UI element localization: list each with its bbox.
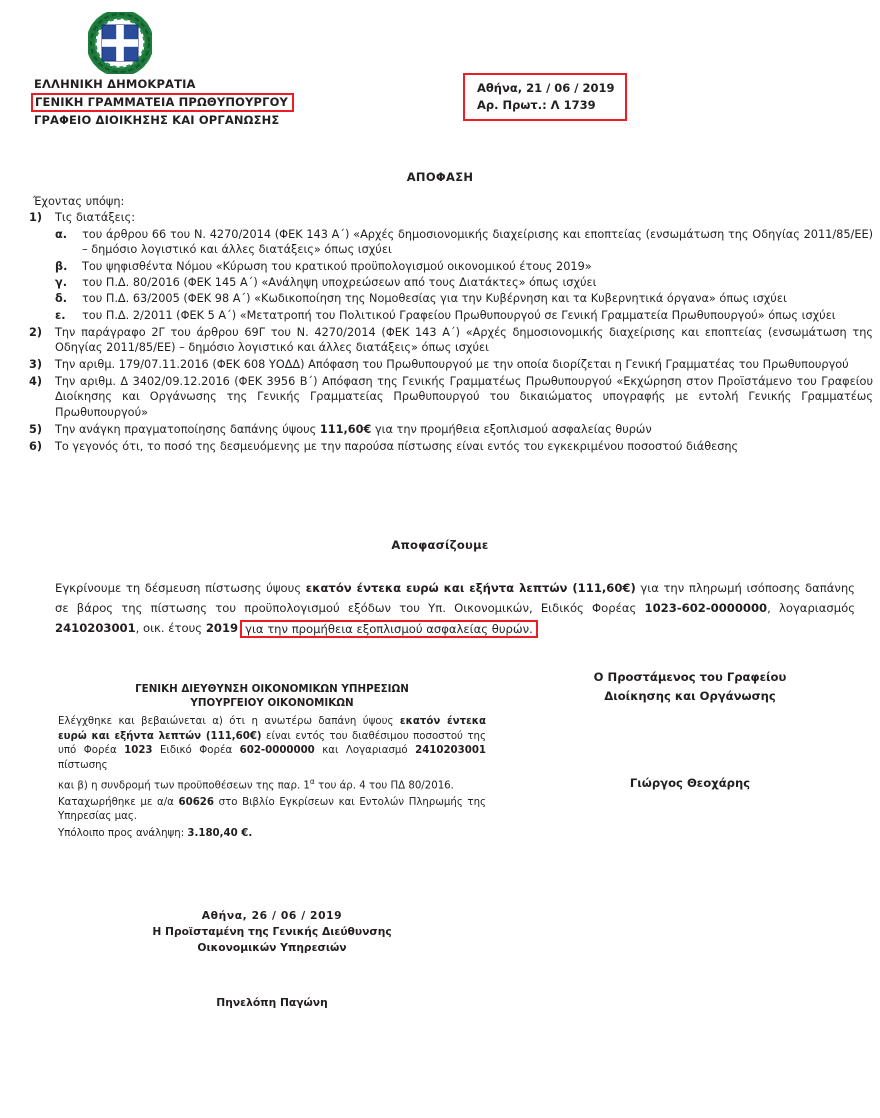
bottom-signature-block [58, 908, 486, 956]
certification-heading-line-2: ΥΠΟΥΡΓΕΙΟΥ ΟΙΚΟΝΟΜΙΚΩΝ [190, 697, 354, 709]
decision-amount-words: εκατόν έντεκα ευρώ και εξήντα λεπτών (111,60€) [305, 581, 636, 595]
preamble-subitem [55, 275, 873, 290]
certification-heading [58, 682, 486, 710]
place-and-date: Αθήνα, 21 / 06 / 2019 [477, 81, 615, 95]
right-signature-title-line-2: Διοίκησης και Οργάνωσης [604, 689, 776, 703]
preamble-block [27, 194, 873, 456]
decision-part-4: , οικ. έτους [135, 621, 206, 635]
cert-p3-registry-number: 60626 [178, 796, 214, 808]
cert-p2-b: του άρ. 4 του ΠΔ 80/2016. [314, 780, 454, 792]
decision-part-1: Εγκρίνουμε τη δέσμευση πίστωσης ύψους [55, 581, 306, 595]
sublist-item-marker: α. [55, 227, 68, 241]
cert-p1-e: πίστωσης [58, 759, 108, 771]
list-item-marker: 1) [29, 211, 43, 225]
list-item-marker: 2) [29, 325, 43, 339]
decision-paragraph [55, 578, 855, 638]
cert-p1-entity: 1023 [124, 745, 153, 756]
certification-heading-line-1: ΓΕΝΙΚΗ ΔΙΕΥΘΥΝΣΗ ΟΙΚΟΝΟΜΙΚΩΝ ΥΠΗΡΕΣΙΩΝ [135, 683, 409, 695]
bottom-signature-title-line-1: Η Προϊσταμένη της Γενικής Διεύθυνσης [152, 925, 392, 938]
cert-p2-superscript: α [309, 777, 315, 786]
preamble-sublist [55, 227, 873, 323]
cert-p2-a: και β) η συνδρομή των προϋποθέσεων της παρ. 1 [58, 780, 310, 792]
decision-account: 2410203001 [55, 621, 136, 635]
right-signature-name: Γιώργος Θεοχάρης [629, 776, 751, 790]
list-item-text: Την αριθμ. 179/07.11.2016 (ΦΕΚ 608 ΥΟΔΔ) Απόφαση του Πρωθυπουργού με την οποία διορίζεται η Γενική Γραμματέας του Πρωθυπουργού [55, 358, 849, 372]
list-item-text: του Π.Δ. 80/2016 (ΦΕΚ 145 Α΄) «Ανάληψη υποχρεώσεων από τους Διατάκτες» όπως ισχύει [82, 276, 597, 290]
emblem-svg [88, 12, 152, 74]
letterhead [34, 76, 294, 128]
preamble-item [27, 357, 873, 372]
right-signature-title [530, 668, 850, 706]
preamble-subitem [55, 308, 873, 323]
preamble-item [27, 422, 873, 437]
list-item-text: του Π.Δ. 63/2005 (ΦΕΚ 98 Α΄) «Κωδικοποίηση της Νομοθεσίας για την Κυβέρνηση και τα Κυβερνητικά όργανα» όπως ισχύει [82, 292, 787, 306]
certification-paragraph-4 [58, 827, 486, 842]
decision-title: ΑΠΟΦΑΣΗ [406, 170, 474, 184]
sublist-item-marker: γ. [55, 276, 67, 290]
list-item-marker: 4) [29, 374, 43, 388]
decision-special-entity: 1023-602-0000000 [644, 601, 768, 615]
certification-block [58, 682, 486, 841]
cert-p3-a: Καταχωρήθηκε με α/α [58, 796, 179, 808]
list-item-text: Την παράγραφο 2Γ του άρθρου 69Γ του Ν. 4270/2014 (ΦΕΚ 143 Α΄) «Αρχές δημοσιονομικής διαχείρισης και εποπτείας (ενσωμάτωση της Οδηγίας 2011/85/ΕΕ) – δημόσιο λογιστικό και άλλες διατάξεις» όπως ισχύει [55, 325, 873, 355]
cert-p1-b: είναι εντός του διαθέσιμου ποσοστού της υπό Φορέα [58, 730, 486, 756]
cert-p1-a: Ελέγχθηκε και βεβαιώνεται α) ότι η ανωτέρω δαπάνη ύψους [58, 716, 400, 727]
list-item-text: του άρθρου 66 του Ν. 4270/2014 (ΦΕΚ 143 Α΄) «Αρχές δημοσιονομικής διαχείρισης και εποπτείας (ενσωμάτωση της Οδηγίας 2011/85/ΕΕ) – δημόσιο λογιστικό και άλλες διατάξεις» όπως ισχύει [82, 227, 873, 257]
cert-p3-b: στο Βιβλίο Εγκρίσεων και Εντολών Πληρωμής της Υπηρεσίας μας. [58, 796, 487, 823]
certification-paragraph-1 [58, 715, 486, 773]
list-item-text: Τις διατάξεις: [55, 211, 136, 225]
letterhead-line-1: ΕΛΛΗΝΙΚΗ ΔΗΜΟΚΡΑΤΙΑ [34, 77, 196, 91]
decision-part-3: , λογαριασμός [767, 601, 855, 615]
preamble-list [27, 210, 873, 454]
decision-part-2: για την πληρωμή ισόποσης δαπάνης σε βάρος της πίστωσης του προϋπολογισμού εξόδων του Υπ. Οικονομικών, Ειδικός Φορέας [55, 581, 855, 615]
preamble-item [27, 374, 873, 420]
list-item-marker: 3) [29, 358, 43, 372]
decision-fiscal-year: 2019 [205, 621, 239, 635]
preamble-subitem [55, 259, 873, 274]
list-item-text: Του ψηφισθέντα Νόμου «Κύρωση του κρατικού προϋπολογισμού οικονομικού έτους 2019» [82, 259, 592, 273]
preamble-item [27, 210, 873, 323]
letterhead-line-3: ΓΡΑΦΕΙΟ ΔΙΟΙΚΗΣΗΣ ΚΑΙ ΟΡΓΑΝΩΣΗΣ [34, 112, 280, 127]
preamble-item [27, 325, 873, 356]
cert-p1-d: και Λογαριασμό [314, 745, 416, 756]
cert-p1-account: 2410203001 [415, 745, 486, 756]
sublist-item-marker: ε. [55, 308, 66, 322]
decision-purpose-highlight: για την προμήθεια εξοπλισμού ασφαλείας θυρών. [240, 620, 538, 638]
right-signature-title-line-1: Ο Προστάμενος του Γραφείου [593, 670, 787, 684]
sublist-item-marker: β. [55, 259, 68, 273]
date-protocol-box [463, 73, 627, 121]
sublist-item-marker: δ. [55, 292, 68, 306]
list-item-text: του Π.Δ. 2/2011 (ΦΕΚ 5 Α΄) «Μετατροπή του Πολιτικού Γραφείου Πρωθυπουργού σε Γενική Γραμματεία Πρωθυπουργού» όπως ισχύει [82, 308, 836, 322]
hellenic-republic-emblem [88, 12, 152, 74]
list-item-text: Την αριθμ. Δ 3402/09.12.2016 (ΦΕΚ 3956 Β΄) Απόφαση της Γενικής Γραμματέως Πρωθυπουργού «Εκχώρηση στον Προϊστάμενο του Γραφείου Διοίκησης και Οργάνωσης της Γενικής Γραμματείας Πρωθυπουργού του δικαιώματος υπογραφής με εντολή Γενικής Γραμματέως Πρωθυπουργού» [55, 374, 873, 419]
bottom-signature-title-line-2: Οικονομικών Υπηρεσιών [197, 941, 347, 954]
cert-p4-a: Υπόλοιπο προς ανάληψη: [58, 827, 188, 839]
list-item-text: Το γεγονός ότι, το ποσό της δεσμευόμενης με την παρούσα πίστωσης είναι εντός του εγκεκριμένου ποσοστού διάθεσης [55, 439, 739, 453]
bottom-signature-date: Αθήνα, 26 / 06 / 2019 [201, 909, 343, 922]
cert-p1-special: 602-0000000 [239, 745, 315, 756]
preamble-subitem [55, 227, 873, 258]
list-item-text: για την προμήθεια εξοπλισμού ασφαλείας θυρών [371, 422, 652, 436]
certification-paragraph-3 [58, 796, 486, 825]
list-item-marker: 6) [29, 439, 43, 453]
list-item-emphasis: 111,60€ [319, 422, 372, 436]
cert-remaining-amount: 3.180,40 €. [187, 827, 253, 839]
certification-paragraph-2 [58, 775, 486, 794]
preamble-subitem [55, 291, 873, 306]
bottom-signature-name: Πηνελόπη Παγώνη [216, 996, 328, 1009]
cert-p1-amount: εκατόν έντεκα ευρώ και εξήντα λεπτών (111,60€) [58, 716, 486, 742]
we-decide-title: Αποφασίζουμε [391, 538, 489, 552]
preamble-intro: Έχοντας υπόψη: [33, 195, 125, 208]
preamble-item [27, 439, 873, 454]
letterhead-line-2-highlight: ΓΕΝΙΚΗ ΓΡΑΜΜΑΤΕΙΑ ΠΡΩΘΥΠΟΥΡΓΟΥ [31, 93, 294, 112]
cert-p1-c: Ειδικό Φορέα [152, 745, 240, 756]
letterhead-line-2-wrapper [34, 93, 294, 112]
list-item-marker: 5) [29, 422, 43, 436]
protocol-number: Αρ. Πρωτ.: Λ 1739 [477, 98, 596, 112]
list-item-text: Την ανάγκη πραγματοποίησης δαπάνης ύψους [55, 422, 320, 436]
